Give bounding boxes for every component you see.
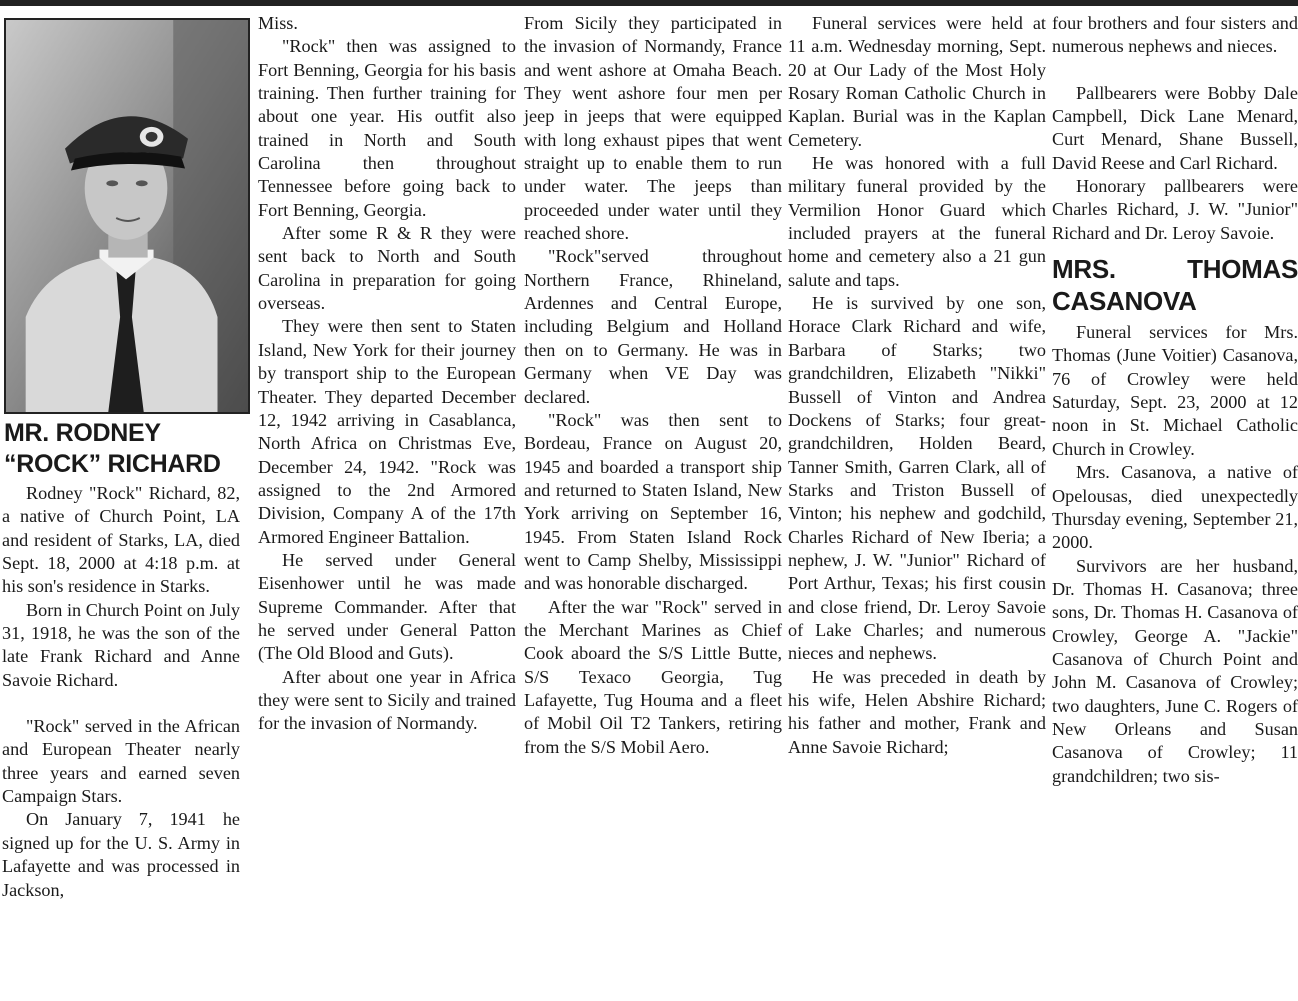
paragraph: After about one year in Africa they were sent to Sicily and trained for the invasion of Normandy.	[258, 666, 516, 734]
paragraph: Survivors are her husband, Dr. Thomas H. Casanova; three sons, Dr. Thomas H. Casanova of Crowley, George A. "Jackie" Casanova of Church Point and John M. Casanova of Crowley; two daughters, June C. Rogers of New Orleans and Susan Casanova of Crowley; 11 grandchildren; two sis-	[1052, 555, 1298, 786]
paragraph: "Rock"served throughout Northern France, Rhineland, Ardennes and Central Europe, including Belgium and Holland then on to Germany. He was in Germany when VE Day was declared.	[524, 246, 782, 407]
paragraph: "Rock" then was assigned to Fort Benning, Georgia for his basis training. Then further training for about one year. His outfit also trained in North and South Carolina then throughout Tennessee before going back to Fort Benning, Georgia.	[258, 36, 516, 220]
paragraph-continued: From Sicily they participated in the invasion of Normandy, France and went ashore at Omaha Beach. They went ashore four men per jeep in jeeps that were equipped with long exhaust pipes that went straight up to enable them to run under water. The jeeps than proceeded under water until they reached shore.	[524, 13, 782, 244]
column-5	[1052, 12, 1298, 788]
paragraph: He was honored with a full military funeral provided by the Vermilion Honor Guard which included prayers at the funeral home and cemetery also a 21 gun salute and taps.	[788, 153, 1046, 290]
paragraph: He is survived by one son, Horace Clark Richard and wife, Barbara of Starks; two grandchildren, Elizabeth "Nikki" Bussell of Vinton and Andrea Dockens of Starks; four great-grandchildren, Holden Beard, Tanner Smith, Garren Clark, all of Starks and Triston Bussell of Vinton; his nephew and godchild, Charles Richard of New Iberia; a nephew, J. W. "Junior" Richard of Port Arthur, Texas; his first cousin and close friend, Dr. Leroy Savoie of Lake Charles; and numerous nieces and nephews.	[788, 293, 1046, 664]
paragraph: After some R & R they were sent back to North and South Carolina in preparation for going overseas.	[258, 223, 516, 314]
column-1	[2, 482, 240, 902]
paragraph: After the war "Rock" served in the Merchant Marines as Chief Cook aboard the S/S Little Butte, S/S Texaco Georgia, Tug Lafayette, Tug Houma and a fleet of Mobil Oil T2 Tankers, retiring from the S/S Mobil Aero.	[524, 596, 782, 757]
paragraph: Born in Church Point on July 31, 1918, he was the son of the late Frank Richard and Anne Savoie Richard.	[2, 599, 240, 690]
paragraph: Pallbearers were Bobby Dale Campbell, Dick Lane Menard, Curt Menard, Shane Bussell, David Reese and Carl Richard.	[1052, 82, 1298, 173]
portrait-photo	[4, 18, 250, 414]
obituary-headline-casanova: MRS. THOMAS CASANOVA	[1052, 254, 1298, 317]
paragraph-continued: four brothers and four sisters and numerous nephews and nieces.	[1052, 13, 1298, 57]
column-4	[788, 12, 1046, 759]
paragraph: Funeral services for Mrs. Thomas (June Voitier) Casanova, 76 of Crowley were held Saturday, Sept. 23, 2000 at 12 noon in St. Michael Catholic Church in Crowley.	[1052, 322, 1298, 459]
paragraph: He was preceded in death by his wife, Helen Abshire Richard; his father and mother, Frank and Anne Savoie Richard;	[788, 666, 1046, 757]
paragraph: He served under General Eisenhower until he was made Supreme Commander. After that he served under General Patton (The Old Blood and Guts).	[258, 549, 516, 664]
paragraph-continued: Miss.	[258, 13, 298, 33]
column-2	[258, 12, 516, 736]
portrait-image	[6, 20, 248, 412]
paragraph: Rodney "Rock" Richard, 82, a native of Church Point, LA and resident of Starks, LA, died Sept. 18, 2000 at 4:18 p.m. at his son's residence in Starks.	[2, 483, 240, 597]
paragraph: "Rock" served in the African and European Theater nearly three years and earned seven Campaign Stars.	[2, 716, 240, 807]
paragraph: Funeral services were held at 11 a.m. Wednesday morning, Sept. 20 at Our Lady of the Most Holy Rosary Roman Catholic Church in Kaplan. Burial was in the Kaplan Cemetery.	[788, 13, 1046, 150]
paragraph: On January 7, 1941 he signed up for the U. S. Army in Lafayette and was processed in Jackson,	[2, 809, 240, 900]
column-3	[524, 12, 782, 759]
obituary-headline-richard: MR. RODNEY “ROCK” RICHARD	[4, 419, 221, 478]
paragraph: Mrs. Casanova, a native of Opelousas, died unexpectedly Thursday evening, September 21, 2000.	[1052, 462, 1298, 553]
paragraph: They were then sent to Staten Island, New York for their journey by transport ship to the European Theater. They departed December 12, 1942 arriving in Casablanca, North Africa on Christmas Eve, December 24, 1942. "Rock was assigned to the 2nd Armored Division, Company A of the 17th Armored Engineer Battalion.	[258, 316, 516, 547]
top-rule	[0, 0, 1298, 6]
paragraph: Honorary pallbearers were Charles Richard, J. W. "Junior" Richard and Dr. Leroy Savoie.	[1052, 176, 1298, 243]
paragraph: "Rock" was then sent to Bordeau, France on August 20, 1945 and boarded a transport ship and returned to Staten Island, New York arriving on September 16, 1945. From Staten Island Rock went to Camp Shelby, Mississippi and was honorable discharged.	[524, 409, 782, 594]
